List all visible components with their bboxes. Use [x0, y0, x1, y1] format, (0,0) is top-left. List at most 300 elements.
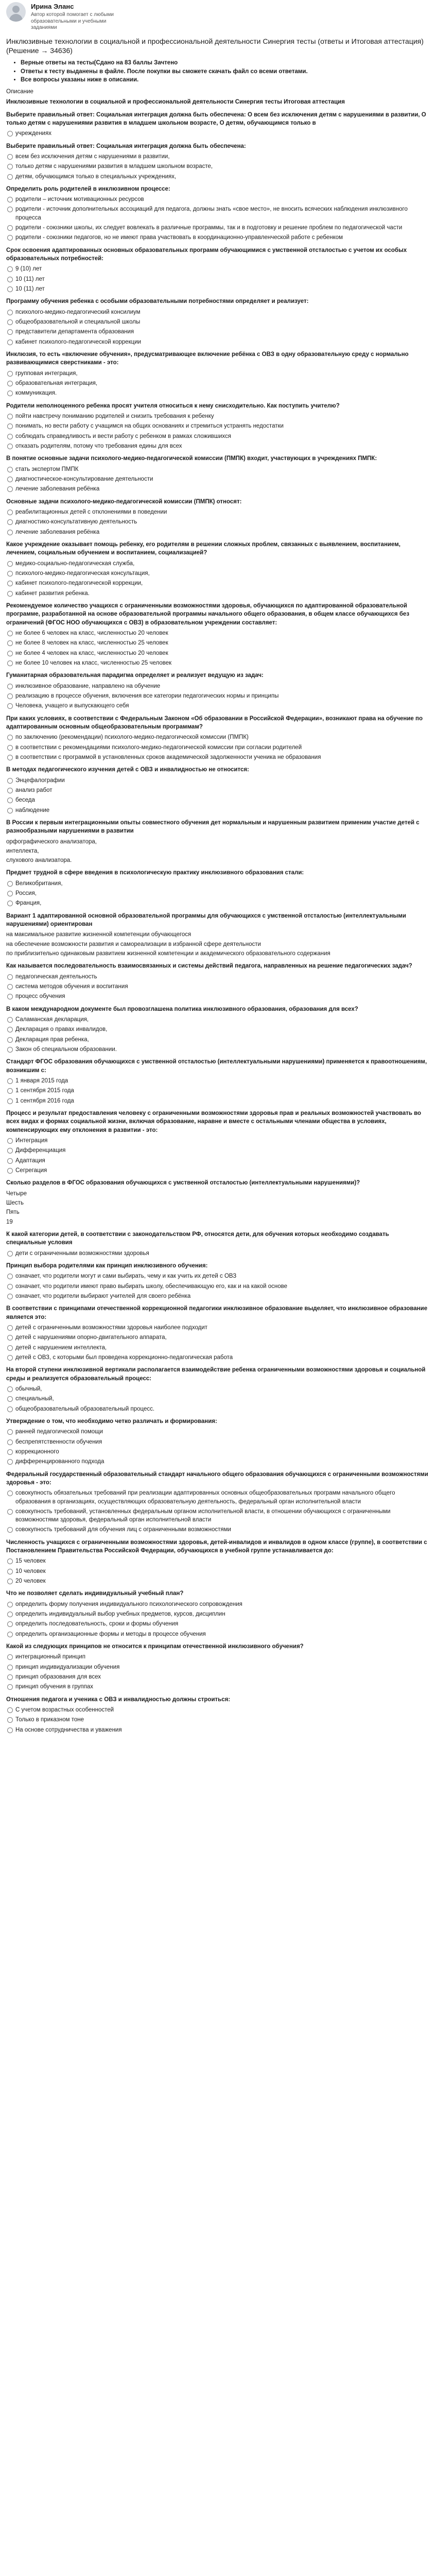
- question-text: Какое учреждение оказывает помощь ребенку, его родителям в решении сложных проблем, связанных с выявлением, воспитанием, лечением, социальным обучением и воспитанием, социализацией?: [6, 541, 400, 556]
- answer-option-label: определить форму получения индивидуального психологического сопровождения: [15, 1601, 242, 1607]
- answer-option-label: Энцефалографии: [15, 777, 65, 784]
- answer-option[interactable]: [7, 639, 429, 647]
- radio-circle-icon[interactable]: [7, 1509, 13, 1515]
- answer-option[interactable]: [7, 982, 429, 991]
- answer-text-line: Четыре: [6, 1190, 27, 1197]
- answer-option[interactable]: [7, 1683, 429, 1691]
- answer-text-line: по приблизительно одинаковым развитием жизненной компетенции и академического образовательного содержания: [6, 951, 330, 957]
- answer-option-label: 10 (11) лет: [15, 276, 45, 282]
- radio-circle-icon[interactable]: [7, 530, 13, 535]
- radio-circle-icon[interactable]: [7, 788, 13, 793]
- answer-option-label: Сегрегация: [15, 1167, 47, 1174]
- answer-option[interactable]: [7, 1405, 429, 1413]
- answer-option[interactable]: [7, 1272, 429, 1280]
- radio-circle-icon[interactable]: [7, 1527, 13, 1533]
- answer-option[interactable]: [7, 328, 429, 336]
- answer-option-label: 1 сентября 2016 года: [15, 1097, 74, 1104]
- answer-option[interactable]: [7, 1087, 429, 1095]
- answer-option[interactable]: [7, 338, 429, 346]
- answer-option-label: беседа: [15, 797, 35, 804]
- question-text: Вариант 1 адаптированной основной образовательной программы для обучающихся с умственной отсталостью (интеллектуальными нарушениями) ориентирован: [6, 912, 406, 928]
- answer-option[interactable]: [7, 1292, 429, 1300]
- radio-circle-icon[interactable]: [7, 1335, 13, 1341]
- answer-option[interactable]: [7, 1630, 429, 1638]
- answer-option[interactable]: [7, 1385, 429, 1393]
- radio-circle-icon[interactable]: [7, 1148, 13, 1154]
- radio-circle-icon[interactable]: [7, 571, 13, 577]
- answer-option[interactable]: [7, 569, 429, 578]
- answer-option-label: Великобритания,: [15, 880, 63, 887]
- radio-circle-icon[interactable]: [7, 1396, 13, 1402]
- radio-circle-icon[interactable]: [7, 329, 13, 335]
- question-text: Определить роль родителей в инклюзивном процессе:: [6, 185, 170, 192]
- answer-option-label: стать экспертом ПМПК: [15, 466, 79, 472]
- radio-circle-icon[interactable]: [7, 778, 13, 784]
- radio-circle-icon[interactable]: [7, 381, 13, 386]
- answer-option[interactable]: [7, 649, 429, 657]
- radio-circle-icon[interactable]: [7, 467, 13, 472]
- radio-circle-icon[interactable]: [7, 1621, 13, 1627]
- highlight-item: • Верные ответы на тесты(Сдано на 83 баллы Зачтено: [21, 59, 429, 67]
- answer-option[interactable]: [7, 432, 429, 440]
- radio-circle-icon[interactable]: [7, 901, 13, 906]
- radio-circle-icon[interactable]: [7, 444, 13, 449]
- radio-circle-icon[interactable]: [7, 1632, 13, 1637]
- question-text: Выберите правильный ответ: Социальная интеграция должна быть обеспечена: О всем без исключения детям с нарушениями в развитии, О только детям с нарушениями развития в младшем школьном возрасте, О детям, обучающимся только в: [6, 111, 426, 126]
- radio-circle-icon[interactable]: [7, 131, 13, 137]
- answer-text-line: 19: [6, 1218, 13, 1225]
- radio-circle-icon[interactable]: [7, 235, 13, 241]
- answer-option-label: беспрепятственности обучения: [15, 1438, 102, 1445]
- answer-option[interactable]: [7, 1716, 429, 1724]
- answer-option-label: означает, что родители имеют право выбирать школу, обеспечивающую его, как и на какой основе: [15, 1283, 287, 1290]
- answer-option[interactable]: [7, 1015, 429, 1024]
- radio-circle-icon[interactable]: [7, 1158, 13, 1164]
- answer-option-label: процесс обучения: [15, 993, 65, 1000]
- radio-circle-icon[interactable]: [7, 1665, 13, 1670]
- radio-circle-icon[interactable]: [7, 1406, 13, 1412]
- question-text: Сколько разделов в ФГОС образования обучающихся с умственной отсталостью (интеллектуальными нарушениями)?: [6, 1180, 360, 1187]
- answer-option[interactable]: [7, 1282, 429, 1291]
- radio-circle-icon[interactable]: [7, 423, 13, 429]
- question-text: Принцип выбора родителями как принцип инклюзивного обучения:: [6, 1262, 208, 1269]
- answer-option[interactable]: [7, 992, 429, 1001]
- question-text: Стандарт ФГОС образования обучающихся с умственной отсталостью (интеллектуальными нарушениями) применяется к правоотношениям, возникшим с:: [6, 1059, 427, 1074]
- radio-circle-icon[interactable]: [7, 881, 13, 887]
- answer-option-label: 15 человек: [15, 1558, 46, 1565]
- answer-option[interactable]: [7, 1526, 429, 1534]
- radio-circle-icon[interactable]: [7, 434, 13, 439]
- radio-circle-icon[interactable]: [7, 1558, 13, 1564]
- radio-circle-icon[interactable]: [7, 703, 13, 709]
- answer-option[interactable]: [7, 589, 429, 598]
- answer-option[interactable]: [7, 702, 429, 710]
- radio-circle-icon[interactable]: [7, 1429, 13, 1435]
- answer-option-label: кабинет психолого-педагогической коррекции,: [15, 580, 143, 587]
- answer-option[interactable]: [7, 659, 429, 667]
- answer-option-label: всем без исключения детям с нарушениями в развитии,: [15, 153, 170, 160]
- answer-option-label: 9 (10) лет: [15, 266, 42, 273]
- answer-option-label: совокупность обязательных требований при реализации адаптированных основных общеобразовательных программ начального общего образования в организациях, осуществляющих образовательную деятельность, федеральный орган исполнительной власти: [15, 1490, 395, 1505]
- answer-option[interactable]: [7, 1489, 429, 1506]
- question-text: Инклюзия, то есть «включение обучения», предусматривающее включение ребёнка с ОВЗ в одну образовательную среду с нормально развивающимися сверстниками - это:: [6, 351, 409, 366]
- question-text: Программу обучения ребенка с особыми образовательными потребностями определяет и реализует:: [6, 298, 309, 305]
- radio-circle-icon[interactable]: [7, 340, 13, 345]
- answer-option[interactable]: [7, 1395, 429, 1403]
- answer-option-label: кабинет психолого-педагогической коррекции: [15, 338, 142, 345]
- answer-option[interactable]: [7, 508, 429, 516]
- answer-option[interactable]: [7, 560, 429, 568]
- answer-option[interactable]: [7, 1146, 429, 1155]
- radio-circle-icon[interactable]: [7, 1294, 13, 1299]
- answer-option-label: в соответствии с программой в установленных сроков академической задолженности ученика не образования: [15, 754, 321, 760]
- answer-option[interactable]: [7, 412, 429, 420]
- radio-circle-icon[interactable]: [7, 1345, 13, 1351]
- radio-circle-icon[interactable]: [7, 174, 13, 180]
- radio-circle-icon[interactable]: [7, 1098, 13, 1104]
- radio-circle-icon[interactable]: [7, 266, 13, 272]
- radio-circle-icon[interactable]: [7, 1017, 13, 1023]
- answer-option[interactable]: [7, 1166, 429, 1175]
- radio-circle-icon[interactable]: [7, 1138, 13, 1144]
- radio-circle-icon[interactable]: [7, 808, 13, 814]
- question-text: Основные задачи психолого-медико-педагогической комиссии (ПМПК) относят:: [6, 498, 242, 505]
- radio-circle-icon[interactable]: [7, 207, 13, 212]
- answer-option-label: Саламанская декларация,: [15, 1016, 89, 1023]
- answer-option-label: не более 10 человек на класс, численностью 25 человек: [15, 659, 172, 666]
- question-text: Предмет трудной в сфере введения в психологическую практику инклюзивного образования стали:: [6, 870, 304, 876]
- answer-option[interactable]: [7, 1025, 429, 1033]
- answer-option[interactable]: [7, 1448, 429, 1456]
- radio-circle-icon[interactable]: [7, 414, 13, 419]
- radio-circle-icon[interactable]: [7, 891, 13, 896]
- answer-option[interactable]: [7, 776, 429, 785]
- question-text: Утверждение о том, что необходимо четко различать и формирования:: [6, 1418, 217, 1425]
- answer-option[interactable]: [7, 879, 429, 888]
- radio-circle-icon[interactable]: [7, 277, 13, 282]
- answer-option-label: принцип образования для всех: [15, 1674, 101, 1681]
- answer-option-label: общеобразовательный образовательный процесс.: [15, 1405, 155, 1412]
- question-text: Федеральный государственный образовательный стандарт начального общего образования обучающихся с ограниченными возможностями здоровья - это:: [6, 1471, 428, 1486]
- answer-option[interactable]: [7, 973, 429, 981]
- radio-circle-icon[interactable]: [7, 477, 13, 482]
- radio-circle-icon[interactable]: [7, 1168, 13, 1174]
- answer-option[interactable]: [7, 1137, 429, 1145]
- radio-circle-icon[interactable]: [7, 984, 13, 990]
- question-text: Рекомендуемое количество учащихся с ограниченными возможностями здоровья, обучающихся по адаптированной образовательной программе, разработанной на основе образовательной программы начального общего образования, в общем классе обучающихся без ограничений (ФГОС НОО обучающихся с ОВЗ) в образовательном учреждении составляет:: [6, 602, 410, 626]
- radio-circle-icon[interactable]: [7, 197, 13, 202]
- radio-circle-icon[interactable]: [7, 693, 13, 699]
- radio-circle-icon[interactable]: [7, 510, 13, 515]
- answer-option[interactable]: [7, 1577, 429, 1585]
- answer-option-label: не более 4 человек на класс, численностью 20 человек: [15, 650, 168, 656]
- answer-option[interactable]: [7, 318, 429, 326]
- answer-option[interactable]: [7, 1428, 429, 1436]
- answer-option[interactable]: [7, 1157, 429, 1165]
- answer-option-label: Франция,: [15, 900, 42, 907]
- answer-option[interactable]: [7, 1045, 429, 1054]
- answer-option[interactable]: [7, 899, 429, 907]
- radio-circle-icon[interactable]: [7, 286, 13, 292]
- answer-option[interactable]: [7, 1610, 429, 1618]
- answer-option[interactable]: [7, 1458, 429, 1466]
- radio-circle-icon[interactable]: [7, 1274, 13, 1279]
- answer-option[interactable]: [7, 796, 429, 804]
- answer-option[interactable]: [7, 173, 429, 181]
- answer-option[interactable]: [7, 1249, 429, 1258]
- radio-circle-icon[interactable]: [7, 1037, 13, 1043]
- radio-circle-icon[interactable]: [7, 1569, 13, 1574]
- answer-option[interactable]: [7, 162, 429, 171]
- answer-option[interactable]: [7, 1333, 429, 1342]
- answer-option-label: Адаптация: [15, 1157, 45, 1164]
- answer-option-label: родители - союзники педагогов, но не имеют права участвовать в координационно-управленческой работе с ребенком: [15, 234, 343, 241]
- answer-option-label: определить организационные формы и методы в процессе обучения: [15, 1631, 206, 1637]
- radio-circle-icon[interactable]: [7, 164, 13, 170]
- answer-text-line: на обеспечение возможности развития и самореализации в избранной сфере деятельности: [6, 941, 261, 947]
- radio-circle-icon[interactable]: [7, 640, 13, 646]
- radio-circle-icon[interactable]: [7, 1325, 13, 1331]
- answer-option[interactable]: [7, 1507, 429, 1524]
- answer-option-label: С учетом возрастных особенностей: [15, 1707, 114, 1714]
- radio-circle-icon[interactable]: [7, 1717, 13, 1723]
- radio-circle-icon[interactable]: [7, 631, 13, 636]
- answer-option-label: реабилитационных детей с отклонениями в поведении: [15, 509, 167, 515]
- answer-option-label: педагогическая деятельность: [15, 973, 97, 980]
- radio-circle-icon[interactable]: [7, 1251, 13, 1257]
- answer-option[interactable]: [7, 205, 429, 222]
- answer-option-label: 1 сентября 2015 года: [15, 1088, 74, 1094]
- answer-option[interactable]: [7, 379, 429, 387]
- answer-option-label: лечение заболевания ребёнка: [15, 529, 100, 535]
- answer-option[interactable]: [7, 1600, 429, 1608]
- answer-option-label: отказать родителям, потому что требования едины для всех: [15, 443, 182, 450]
- highlight-item: • Ответы к тесту выданены в файле. После покупки вы сможете скачать файл со всеми ответами.: [21, 68, 429, 76]
- radio-circle-icon[interactable]: [7, 486, 13, 492]
- radio-circle-icon[interactable]: [7, 1088, 13, 1094]
- answer-option-label: диагностическое-консультирование деятельности: [15, 476, 153, 483]
- radio-circle-icon[interactable]: [7, 974, 13, 980]
- radio-circle-icon[interactable]: [7, 994, 13, 999]
- author-block: [6, 2, 429, 31]
- answer-option[interactable]: [7, 753, 429, 761]
- answer-option[interactable]: [7, 1557, 429, 1565]
- radio-circle-icon[interactable]: [7, 519, 13, 525]
- answer-option[interactable]: [7, 233, 429, 242]
- answer-option-label: понимать, но вести работу с учащимся на общих основаниях и стремиться устранять недостатки: [15, 423, 284, 430]
- answer-option-label: Интеграция: [15, 1138, 48, 1144]
- radio-circle-icon[interactable]: [7, 1355, 13, 1361]
- answer-option-label: медико-социально-педагогическая служба,: [15, 560, 135, 567]
- question-text: Гуманитарная образовательная парадигма определяет и реализует ведущую из задач:: [6, 672, 264, 679]
- answer-option[interactable]: [7, 285, 429, 293]
- answer-option[interactable]: [7, 265, 429, 273]
- answer-option[interactable]: [7, 1706, 429, 1714]
- radio-circle-icon[interactable]: [7, 561, 13, 567]
- radio-circle-icon[interactable]: [7, 1459, 13, 1465]
- radio-circle-icon[interactable]: [7, 154, 13, 160]
- answer-option[interactable]: [7, 1344, 429, 1352]
- radio-circle-icon[interactable]: [7, 1707, 13, 1713]
- radio-circle-icon[interactable]: [7, 1612, 13, 1617]
- answer-option[interactable]: [7, 1567, 429, 1575]
- answer-option-label: совокупность требований для обучения лиц с ограниченными возможностями: [15, 1527, 231, 1533]
- radio-circle-icon[interactable]: [7, 1684, 13, 1690]
- radio-circle-icon[interactable]: [7, 1284, 13, 1290]
- answer-option-label: 1 января 2015 года: [15, 1078, 68, 1084]
- radio-circle-icon[interactable]: [7, 319, 13, 325]
- answer-option[interactable]: [7, 129, 429, 138]
- radio-circle-icon[interactable]: [7, 660, 13, 666]
- answer-option-label: общеобразовательной и специальной школы: [15, 319, 141, 326]
- answer-option[interactable]: [7, 1438, 429, 1446]
- answer-option[interactable]: [7, 224, 429, 232]
- answer-option-label: родители - союзники школы, их следует вовлекать в различные программы, так и в подготовку и решение проблем по педагогической части: [15, 225, 403, 231]
- radio-circle-icon[interactable]: [7, 1449, 13, 1455]
- radio-circle-icon[interactable]: [7, 225, 13, 231]
- description-intro: Инклюзивные технологии в социальной и профессиональной деятельности Синергия тесты Итоговая аттестация: [6, 99, 345, 106]
- radio-circle-icon[interactable]: [7, 1674, 13, 1680]
- radio-circle-icon[interactable]: [7, 755, 13, 760]
- radio-circle-icon[interactable]: [7, 371, 13, 377]
- question-text: Выберите правильный ответ: Социальная интеграция должна быть обеспечена:: [6, 143, 246, 149]
- answer-option-label: детям, обучающимся только в специальных учреждениях,: [15, 173, 177, 180]
- answer-option[interactable]: [7, 682, 429, 690]
- radio-circle-icon[interactable]: [7, 745, 13, 751]
- answer-option[interactable]: [7, 1653, 429, 1661]
- answer-option[interactable]: [7, 389, 429, 397]
- answer-option-label: представители департамента образования: [15, 329, 134, 335]
- radio-circle-icon[interactable]: [7, 1490, 13, 1496]
- answer-option[interactable]: [7, 442, 429, 450]
- question-list: [6, 111, 429, 1735]
- page-title: Инклюзивные технологии в социальной и профессиональной деятельности Синергия тесты (ответы и Итоговая аттестация) (Решение → 34636): [6, 37, 424, 55]
- radio-circle-icon[interactable]: [7, 735, 13, 740]
- answer-option-label: Дифференциация: [15, 1147, 66, 1154]
- radio-circle-icon[interactable]: [7, 1027, 13, 1032]
- radio-circle-icon[interactable]: [7, 1439, 13, 1445]
- answer-option-label: Человека, учащего и выпускающего себя: [15, 703, 129, 709]
- radio-circle-icon[interactable]: [7, 798, 13, 803]
- answer-option-label: принцип обучения в группах: [15, 1684, 94, 1690]
- highlight-item: • Все вопросы указаны ниже в описании.: [21, 76, 429, 84]
- radio-circle-icon[interactable]: [7, 591, 13, 597]
- answer-option[interactable]: [7, 1620, 429, 1628]
- answer-option-label: пойти навстречу пониманию родителей и снизить требования к ребенку: [15, 413, 214, 420]
- answer-option[interactable]: [7, 1673, 429, 1681]
- answer-option-label: коммуникация.: [15, 390, 57, 397]
- answer-option-label: Россия,: [15, 890, 37, 897]
- answer-option[interactable]: [7, 1077, 429, 1085]
- answer-option[interactable]: [7, 475, 429, 483]
- answer-option-label: инклюзивное образование, направлено на обучение: [15, 683, 161, 689]
- answer-option-label: специальный,: [15, 1396, 54, 1402]
- question-text: В понятие основные задачи психолого-медико-педагогической комиссии (ПМПК) входит, участвующих в учреждениях ПМПК:: [6, 455, 377, 462]
- radio-circle-icon[interactable]: [7, 1579, 13, 1584]
- answer-option[interactable]: [7, 1726, 429, 1734]
- radio-circle-icon[interactable]: [7, 1602, 13, 1607]
- radio-circle-icon[interactable]: [7, 1078, 13, 1084]
- author-info: [31, 2, 118, 31]
- answer-option-label: 20 человек: [15, 1578, 46, 1585]
- answer-option[interactable]: [7, 1324, 429, 1332]
- answer-option-label: анализ работ: [15, 787, 53, 793]
- answer-option[interactable]: [7, 1663, 429, 1671]
- answer-option[interactable]: [7, 369, 429, 378]
- radio-circle-icon[interactable]: [7, 1047, 13, 1053]
- radio-circle-icon[interactable]: [7, 581, 13, 586]
- answer-option-label: определить последовательность, сроки и формы обучения: [15, 1621, 179, 1628]
- radio-circle-icon[interactable]: [7, 310, 13, 315]
- highlights-list: [6, 59, 429, 84]
- answer-option-label: реализацию в процессе обучения, включения все категории педагогических нормы и принципы: [15, 692, 279, 699]
- answer-option-label: диагностико-консультативную деятельность: [15, 519, 137, 526]
- answer-option[interactable]: [7, 692, 429, 700]
- answer-option[interactable]: [7, 579, 429, 587]
- answer-option[interactable]: [7, 152, 429, 161]
- author-bio: Автор которой помогает с любыми образовательными и учебными заданиями: [31, 12, 114, 31]
- answer-option[interactable]: [7, 1036, 429, 1044]
- answer-option-label: система методов обучения и воспитания: [15, 984, 128, 990]
- author-name[interactable]: Ирина Эланс: [31, 3, 74, 10]
- answer-option[interactable]: [7, 422, 429, 430]
- answer-option[interactable]: [7, 465, 429, 473]
- radio-circle-icon[interactable]: [7, 651, 13, 656]
- answer-option-label: означает, что родители могут и сами выбирать, чему и как учить их детей с ОВЗ: [15, 1273, 237, 1280]
- answer-option[interactable]: [7, 528, 429, 536]
- radio-circle-icon[interactable]: [7, 391, 13, 396]
- answer-option[interactable]: [7, 629, 429, 637]
- answer-option-label: Закон об специальном образовании.: [15, 1046, 117, 1053]
- radio-circle-icon[interactable]: [7, 1386, 13, 1392]
- answer-option-label: детей с ОВЗ, с которыми был проведена коррекционно-педагогическая работа: [15, 1354, 233, 1361]
- answer-option-label: Декларация о правах инвалидов,: [15, 1026, 108, 1033]
- avatar[interactable]: [6, 2, 26, 22]
- question-text: Отношения педагога и ученика с ОВЗ и инвалидностью должны строиться:: [6, 1696, 231, 1703]
- answer-option[interactable]: [7, 308, 429, 316]
- answer-option-label: образовательная интеграция,: [15, 380, 98, 387]
- answer-option[interactable]: [7, 743, 429, 752]
- answer-option[interactable]: [7, 786, 429, 794]
- answer-option-label: учреждениях: [15, 130, 51, 137]
- answer-option-label: коррекционного: [15, 1448, 59, 1455]
- radio-circle-icon[interactable]: [7, 1654, 13, 1660]
- answer-option[interactable]: [7, 485, 429, 493]
- radio-circle-icon[interactable]: [7, 1727, 13, 1733]
- answer-option[interactable]: [7, 1097, 429, 1105]
- answer-option[interactable]: [7, 518, 429, 526]
- answer-option-label: по заключению (рекомендации) психолого-медико-педагогической комиссии (ПМПК): [15, 734, 249, 741]
- radio-circle-icon[interactable]: [7, 684, 13, 689]
- answer-option[interactable]: [7, 889, 429, 897]
- answer-option[interactable]: [7, 275, 429, 283]
- answer-option-label: родители – источник мотивационных ресурсов: [15, 196, 144, 203]
- answer-option-label: дети с ограниченными возможностями здоровья: [15, 1250, 149, 1257]
- answer-option-label: психолого-медико-педагогический консилиум: [15, 309, 141, 315]
- answer-option-label: ранней педагогической помощи: [15, 1429, 103, 1435]
- answer-option[interactable]: [7, 733, 429, 741]
- answer-option-label: интеграционный принцип: [15, 1654, 85, 1660]
- answer-option[interactable]: [7, 195, 429, 204]
- question-text: В соответствии с принципами отечественной коррекционной педагогики инклюзивное образование выделяет, что инклюзивное образование является это:: [6, 1306, 428, 1320]
- answer-option[interactable]: [7, 806, 429, 815]
- answer-option-label: соблюдать справедливость и вести работу с ребенком в рамках сложившихся: [15, 433, 231, 439]
- answer-option-label: кабинет развития ребенка.: [15, 590, 90, 597]
- question-text: Срок освоения адаптированных основных образовательных программ обучающимися с умственной отсталостью с учетом их особых образовательных потребностей:: [6, 247, 407, 262]
- answer-option[interactable]: [7, 1353, 429, 1362]
- answer-option-label: дифференцированного подхода: [15, 1459, 104, 1465]
- answer-option-label: родители - источник дополнительных ассоциаций для педагога, должны знать «свое место», не вносить всяческих наблюдения инклюзивного процесса: [15, 206, 408, 221]
